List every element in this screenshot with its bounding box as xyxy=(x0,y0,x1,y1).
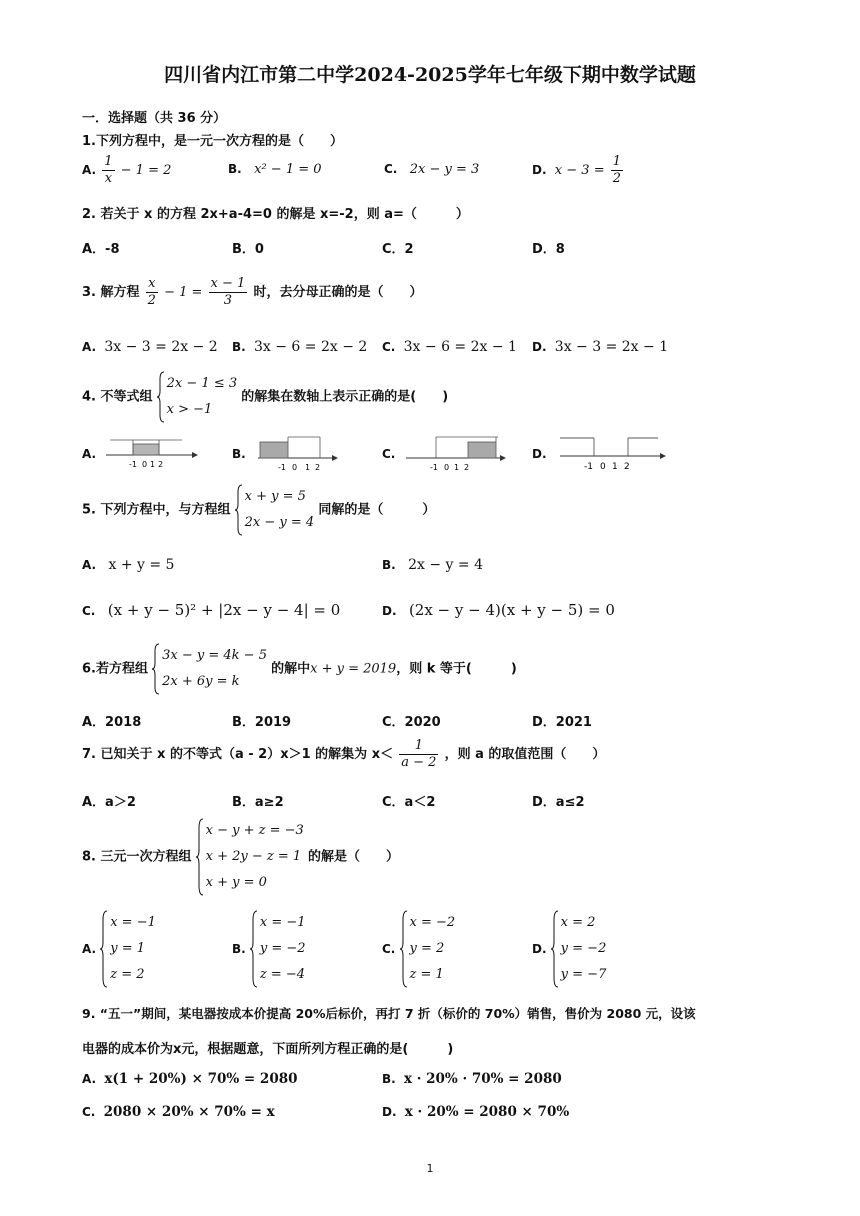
q8-option-b: B. x = −1 y = −2 z = −4 xyxy=(232,910,306,988)
q7-option-d: D．a≤2 xyxy=(532,795,585,810)
tick-label: 2 xyxy=(624,462,630,472)
q9-stem-line2: 电器的成本价为x元，根据题意，下面所列方程正确的是( ) xyxy=(82,1042,454,1057)
fraction: $\frac{1}{x}$ xyxy=(104,154,113,186)
page-title: 四川省内江市第二中学2024-2025学年七年级下期中数学试题 xyxy=(164,64,696,86)
q9-option-a: A. x(1 + 20%) × 70% = 2080 xyxy=(82,1071,298,1087)
tick-label: 1 xyxy=(305,463,311,472)
q2-option-a: A．-8 xyxy=(82,242,120,257)
q2-option-c: C．2 xyxy=(382,242,414,257)
q7-option-c: C．a＜2 xyxy=(382,795,436,810)
q2-option-b: B．0 xyxy=(232,242,264,257)
q3-stem: 3. 解方程 $\frac{x}{2}$ − 1 = $\frac{x - 1}{3}$ 时，去分母正确的是（ ） xyxy=(82,276,423,308)
q2-stem: 2. 若关于 x 的方程 2x+a-4=0 的解是 x=-2，则 a=（ ） xyxy=(82,207,469,222)
q6-option-a: A．2018 xyxy=(82,715,142,730)
q1-stem: 1.下列方程中，是一元一次方程的是（ ） xyxy=(82,134,343,149)
tick-label: -1 xyxy=(584,462,593,472)
q4-number-line-a xyxy=(100,434,200,474)
q5-option-b: B. 2x − y = 4 xyxy=(382,557,484,573)
equation-system: x + y = 5 2x − y = 4 xyxy=(235,484,315,536)
tick-label: 0 xyxy=(444,463,450,472)
q6-option-c: C．2020 xyxy=(382,715,441,730)
tick-label: 0 xyxy=(142,460,148,469)
q4-stem: 4. 不等式组 2x − 1 ≤ 3 x > −1 的解集在数轴上表示正确的是( ) xyxy=(82,371,448,423)
page-number: 1 xyxy=(426,1162,434,1175)
q7-option-a: A．a＞2 xyxy=(82,795,136,810)
q7-stem: 7. 已知关于 x 的不等式（a - 2）x＞1 的解集为 x＜ $\frac{1}{a - 2}$ ，则 a 的取值范围（ ） xyxy=(82,738,606,770)
tick-label: 1 xyxy=(150,460,156,469)
tick-label: -1 xyxy=(430,463,438,472)
equation-system: 3x − y = 4k − 5 2x + 6y = k xyxy=(152,643,267,695)
q4-option-b-label: B. xyxy=(232,447,246,461)
equation-system: x − y + z = −3 x + 2y − z = 1 x + y = 0 xyxy=(196,818,304,896)
q1-option-c: C. 2x − y = 3 xyxy=(384,162,480,177)
expression: − 1 = 2 xyxy=(120,163,172,178)
tick-label: 2 xyxy=(315,463,321,472)
tick-label: 0 xyxy=(292,463,298,472)
q6-option-d: D．2021 xyxy=(532,715,592,730)
q4-number-line-b xyxy=(252,434,342,474)
q9-option-c: C. 2080 × 20% × 70% = x xyxy=(82,1104,275,1120)
tick-label: -1 xyxy=(278,463,286,472)
q9-option-b: B. x · 20% · 70% = 2080 xyxy=(382,1071,562,1087)
option-label: A. xyxy=(82,163,97,177)
tick-label: 1 xyxy=(612,462,618,472)
q4-number-line-c xyxy=(400,434,510,474)
q4-option-c-label: C. xyxy=(382,447,396,461)
q5-option-c: C. (x + y − 5)² + |2x − y − 4| = 0 xyxy=(82,601,341,619)
tick-label: 1 xyxy=(454,463,460,472)
q9-option-d: D. x · 20% = 2080 × 70% xyxy=(382,1104,570,1120)
q3-option-c: C. 3x − 6 = 2x − 1 xyxy=(382,339,517,355)
q2-option-d: D．8 xyxy=(532,242,565,257)
equation-system: x = −1 y = −2 z = −4 xyxy=(250,910,306,988)
q8-option-a: A. x = −1 y = 1 z = 2 xyxy=(82,910,156,988)
q5-stem: 5. 下列方程中，与方程组 x + y = 5 2x − y = 4 同解的是（ ） xyxy=(82,484,435,536)
equation-system: 2x − 1 ≤ 3 x > −1 xyxy=(157,371,237,423)
q4-option-d-label: D. xyxy=(532,447,547,461)
equation-system: x = 2 y = −2 y = −7 xyxy=(551,910,607,988)
q9-stem-line1: 9. “五一”期间，某电器按成本价提高 20%后标价，再打 7 折（标价的 70%）销售，售价为 2080 元，设该 xyxy=(82,1006,696,1021)
equation-system: x = −1 y = 1 z = 2 xyxy=(100,910,156,988)
tick-label: 2 xyxy=(158,460,164,469)
tick-label: -1 xyxy=(129,460,137,469)
q3-option-d: D. 3x − 3 = 2x − 1 xyxy=(532,339,669,355)
q5-option-a: A. x + y = 5 xyxy=(82,557,175,573)
q8-option-d: D. x = 2 y = −2 y = −7 xyxy=(532,910,606,988)
q6-stem: 6.若方程组 3x − y = 4k − 5 2x + 6y = k 的解中x + y = 2019，则 k 等于( ) xyxy=(82,643,517,695)
q8-option-c: C. x = −2 y = 2 z = 1 xyxy=(382,910,455,988)
section-heading: 一．选择题（共 36 分） xyxy=(82,111,227,126)
q1-option-b: B. x² − 1 = 0 xyxy=(228,162,322,177)
q8-stem: 8. 三元一次方程组 x − y + z = −3 x + 2y − z = 1 x + y = 0 的解是（ ） xyxy=(82,818,399,896)
equation-system: x = −2 y = 2 z = 1 xyxy=(400,910,456,988)
q3-option-a: A. 3x − 3 = 2x − 2 xyxy=(82,339,218,355)
q4-option-a-label: A. xyxy=(82,447,97,461)
q1-option-d: D. x − 3 = $\frac{1}{2}$ xyxy=(532,154,622,186)
tick-label: 0 xyxy=(600,462,606,472)
q5-option-d: D. (2x − y − 4)(x + y − 5) = 0 xyxy=(382,601,615,619)
q3-option-b: B. 3x − 6 = 2x − 2 xyxy=(232,339,368,355)
q1-option-a xyxy=(82,154,171,187)
q4-number-line-d xyxy=(554,432,670,474)
q7-option-b: B．a≥2 xyxy=(232,795,284,810)
q6-option-b: B．2019 xyxy=(232,715,292,730)
tick-label: 2 xyxy=(464,463,470,472)
